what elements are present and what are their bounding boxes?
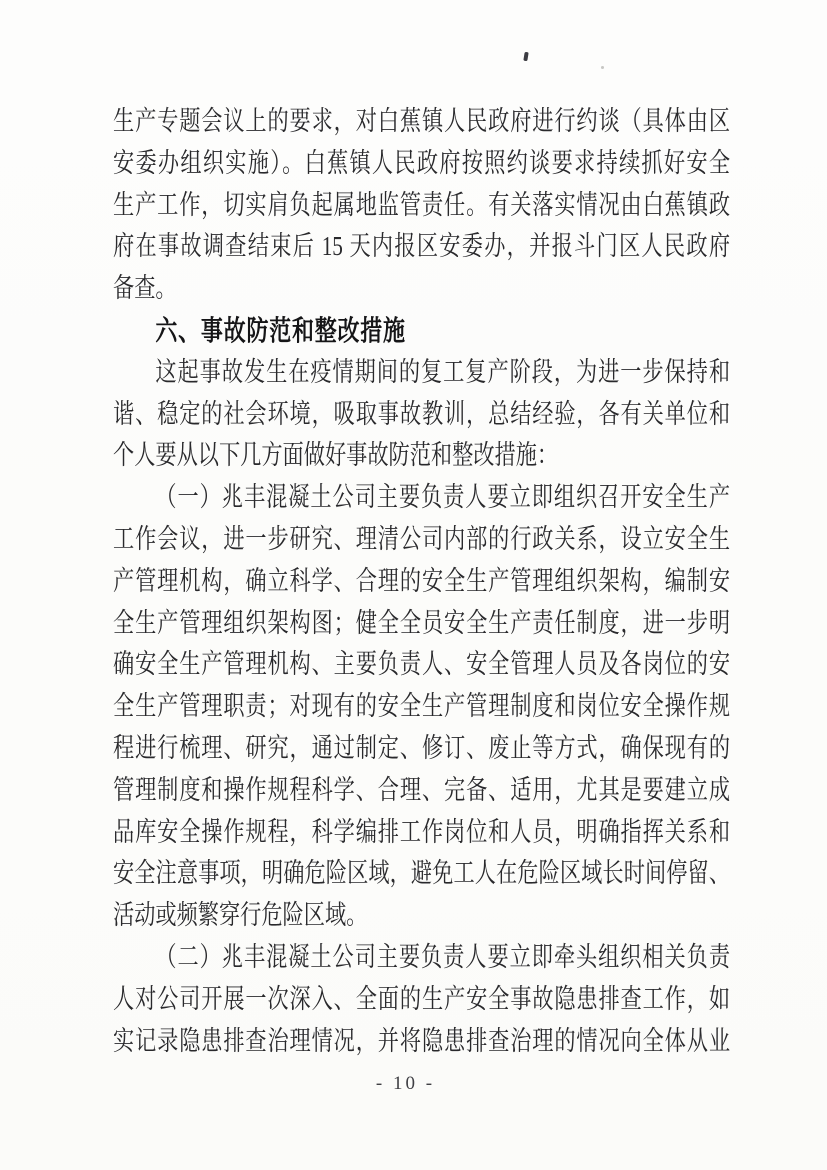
text-line: 谐、稳定的社会环境，吸取事故教训，总结经验，各有关单位和 — [113, 398, 731, 429]
text-line: 确安全生产管理机构、主要负责人、安全管理人员及各岗位的安 — [113, 649, 731, 680]
text-line: 安委办组织实施）。白蕉镇人民政府按照约谈要求持续抓好安全 — [113, 147, 731, 178]
text-line: 府在事故调查结束后 15 天内报区安委办，并报斗门区人民政府 — [113, 231, 731, 262]
text-line: 管理制度和操作规程科学、合理、完备、适用，尤其是要建立成 — [113, 774, 731, 805]
text-line: 产管理机构，确立科学、合理的安全生产管理组织架构，编制安 — [113, 565, 731, 596]
text-line: （一）兆丰混凝土公司主要负责人要立即组织召开安全生产 — [155, 482, 731, 513]
section-heading: 六、事故防范和整改措施 — [155, 314, 406, 346]
text-line: 这起事故发生在疫情期间的复工复产阶段，为进一步保持和 — [155, 356, 731, 387]
paragraph-intro — [113, 352, 730, 477]
text-line: 生产专题会议上的要求，对白蕉镇人民政府进行约谈（具体由区 — [113, 106, 731, 136]
text-line: 程进行梳理、研究，通过制定、修订、废止等方式，确保现有的 — [113, 732, 731, 763]
page-number: - 10 - — [375, 1073, 436, 1094]
text-line: 生产工作，切实肩负起属地监管责任。有关落实情况由白蕉镇政 — [113, 189, 731, 220]
text-line: 人对公司开展一次深入、全面的生产安全事故隐患排查工作，如 — [113, 983, 731, 1014]
text-line: 品库安全操作规程，科学编排工作岗位和人员，明确指挥关系和 — [113, 816, 731, 847]
text-line: 备查。 — [113, 273, 177, 304]
paragraph-item-one — [113, 477, 730, 937]
text-line: 实记录隐患排查治理情况，并将隐患排查治理的情况向全体从业 — [113, 1025, 731, 1056]
scan-artifact — [601, 66, 604, 69]
text-line: 安全注意事项，明确危险区域，避免工人在危险区域长时间停留、 — [113, 858, 731, 889]
document-body — [113, 101, 730, 1062]
scan-artifact — [523, 52, 528, 62]
text-line: 个人要从以下几方面做好事故防范和整改措施： — [113, 440, 559, 471]
paragraph-item-two — [113, 937, 730, 1062]
paragraph-continuation — [113, 101, 730, 310]
text-line: （二）兆丰混凝土公司主要负责人要立即牵头组织相关负责 — [155, 941, 731, 972]
text-line: 全生产管理职责；对现有的安全生产管理制度和岗位安全操作规 — [113, 691, 731, 722]
text-line: 工作会议，进一步研究、理清公司内部的行政关系，设立安全生 — [113, 523, 731, 554]
text-line: 活动或频繁穿行危险区域。 — [113, 900, 368, 931]
text-line: 全生产管理组织架构图；健全全员安全生产责任制度，进一步明 — [113, 607, 731, 638]
